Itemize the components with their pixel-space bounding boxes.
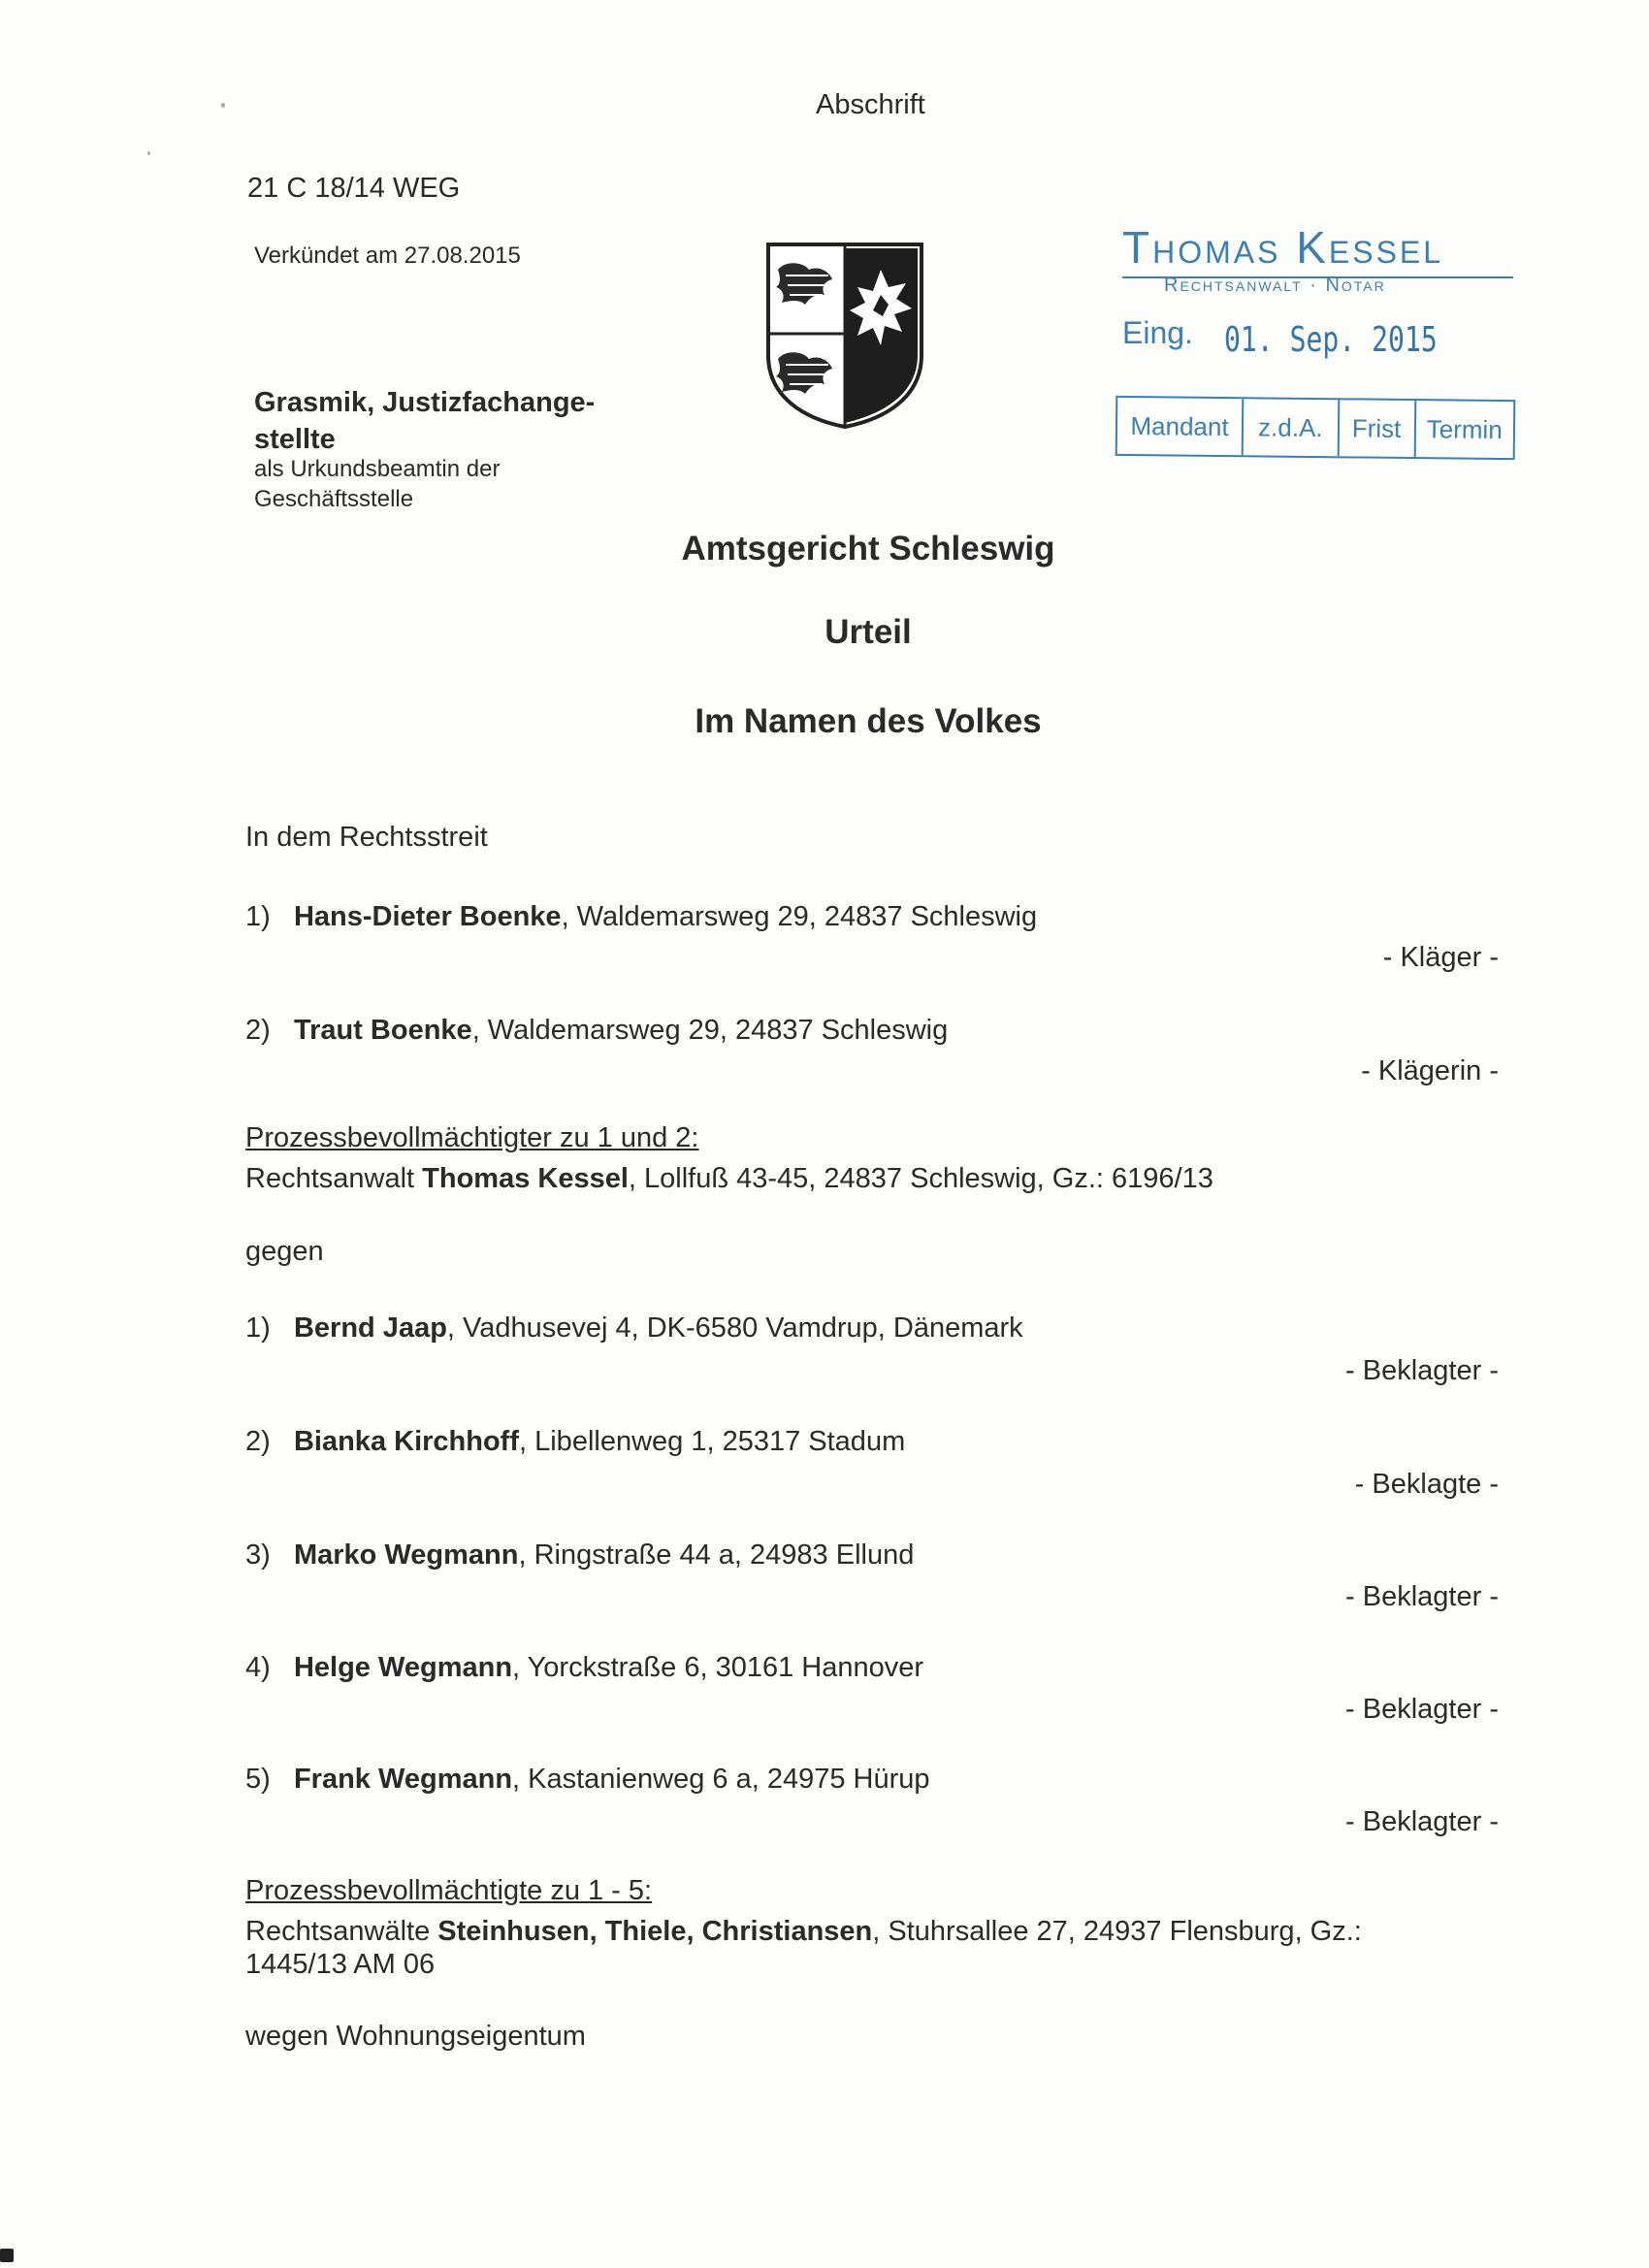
announcement-date: Verkündet am 27.08.2015 xyxy=(254,243,521,269)
defendant-counsel-heading: Prozessbevollmächtigte zu 1 - 5: xyxy=(245,1875,653,1906)
stamp-box-mandant: Mandant xyxy=(1117,398,1245,455)
stamp-box-frist: Frist xyxy=(1339,400,1415,457)
party-line: 1) Bernd Jaap, Vadhusevej 4, DK-6580 Vamdrup, Dänemark xyxy=(245,1312,1023,1344)
subject-text: wegen Wohnungseigentum xyxy=(245,2021,586,2052)
party-line: 1) Hans-Dieter Boenke, Waldemarsweg 29, 24837 Schleswig xyxy=(245,901,1038,932)
judgment-title: Urteil xyxy=(824,613,912,651)
stamp-subtitle: Rechtsanwalt · Notar xyxy=(1164,275,1386,296)
party-role: - Beklagte - xyxy=(1354,1469,1499,1500)
party-role: - Klägerin - xyxy=(1361,1055,1499,1086)
party-line: 2) Traut Boenke, Waldemarsweg 29, 24837 Schleswig xyxy=(245,1015,949,1046)
people-title: Im Namen des Volkes xyxy=(695,702,1042,740)
party-name: Frank Wegmann xyxy=(293,1764,513,1795)
versus-text: gegen xyxy=(245,1236,324,1267)
court-title: Amtsgericht Schleswig xyxy=(681,530,1055,567)
stamp-box-grid xyxy=(1116,396,1516,460)
party-name: Helge Wegmann xyxy=(293,1652,513,1683)
clerk-role: als Urkundsbeamtin der Geschäftsstelle xyxy=(254,456,501,512)
stamp-name: Thomas Kessel xyxy=(1122,222,1444,273)
party-line: 5) Frank Wegmann, Kastanienweg 6 a, 24975 Hürup xyxy=(245,1764,930,1795)
intro-text: In dem Rechtsstreit xyxy=(245,822,488,853)
plaintiff-counsel-heading: Prozessbevollmächtigter zu 1 und 2: xyxy=(245,1122,699,1153)
party-name: Hans-Dieter Boenke xyxy=(293,901,562,932)
party-address: , Kastanienweg 6 a, 24975 Hürup xyxy=(512,1764,930,1795)
party-name: Bernd Jaap xyxy=(293,1312,447,1344)
party-address: , Libellenweg 1, 25317 Stadum xyxy=(519,1426,906,1457)
party-line: 3) Marko Wegmann, Ringstraße 44 a, 24983 Ellund xyxy=(245,1539,915,1571)
stamp-box-termin: Termin xyxy=(1426,413,1503,444)
party-address: , Yorckstraße 6, 30161 Hannover xyxy=(512,1652,924,1683)
party-name: Bianka Kirchhoff xyxy=(293,1426,519,1457)
plaintiff-counsel-line: Rechtsanwalt Thomas Kessel, Lollfuß 43-45, 24837 Schleswig, Gz.: 6196/13 xyxy=(245,1163,1213,1194)
stamp-received-label: Eing. xyxy=(1122,315,1193,350)
stamp-box-zda: z.d.A. xyxy=(1244,399,1340,456)
party-role: - Beklagter - xyxy=(1345,1581,1499,1612)
defendant-counsel-line: Rechtsanwälte Steinhusen, Thiele, Christiansen, Stuhrsallee 27, 24937 Flensburg, Gz.: xyxy=(245,1916,1362,1947)
party-address: , Ringstraße 44 a, 24983 Ellund xyxy=(518,1539,915,1571)
scan-speck xyxy=(0,2249,14,2262)
party-address: , Waldemarsweg 29, 24837 Schleswig xyxy=(561,901,1038,932)
party-name: Traut Boenke xyxy=(293,1015,472,1046)
party-role: - Beklagter - xyxy=(1345,1806,1499,1837)
party-address: , Vadhusevej 4, DK-6580 Vamdrup, Dänemark xyxy=(446,1312,1023,1344)
scan-speck xyxy=(221,103,225,108)
clerk-name: Grasmik, Justizfachange- stellte xyxy=(254,387,596,455)
coat-of-arms-icon xyxy=(764,241,925,431)
party-address: , Waldemarsweg 29, 24837 Schleswig xyxy=(471,1015,949,1046)
defendant-counsel-reference: 1445/13 AM 06 xyxy=(245,1949,436,1980)
stamp-received-date: 01. Sep. 2015 xyxy=(1224,320,1438,360)
party-role: - Kläger - xyxy=(1382,942,1499,973)
party-line: 4) Helge Wegmann, Yorckstraße 6, 30161 Hannover xyxy=(245,1652,924,1683)
copy-label: Abschrift xyxy=(816,89,925,120)
party-role: - Beklagter - xyxy=(1345,1355,1499,1386)
scan-speck xyxy=(147,151,150,155)
party-role: - Beklagter - xyxy=(1345,1694,1499,1725)
case-number: 21 C 18/14 WEG xyxy=(247,173,461,204)
party-name: Marko Wegmann xyxy=(293,1539,519,1571)
party-line: 2) Bianka Kirchhoff, Libellenweg 1, 25317 Stadum xyxy=(245,1426,906,1457)
